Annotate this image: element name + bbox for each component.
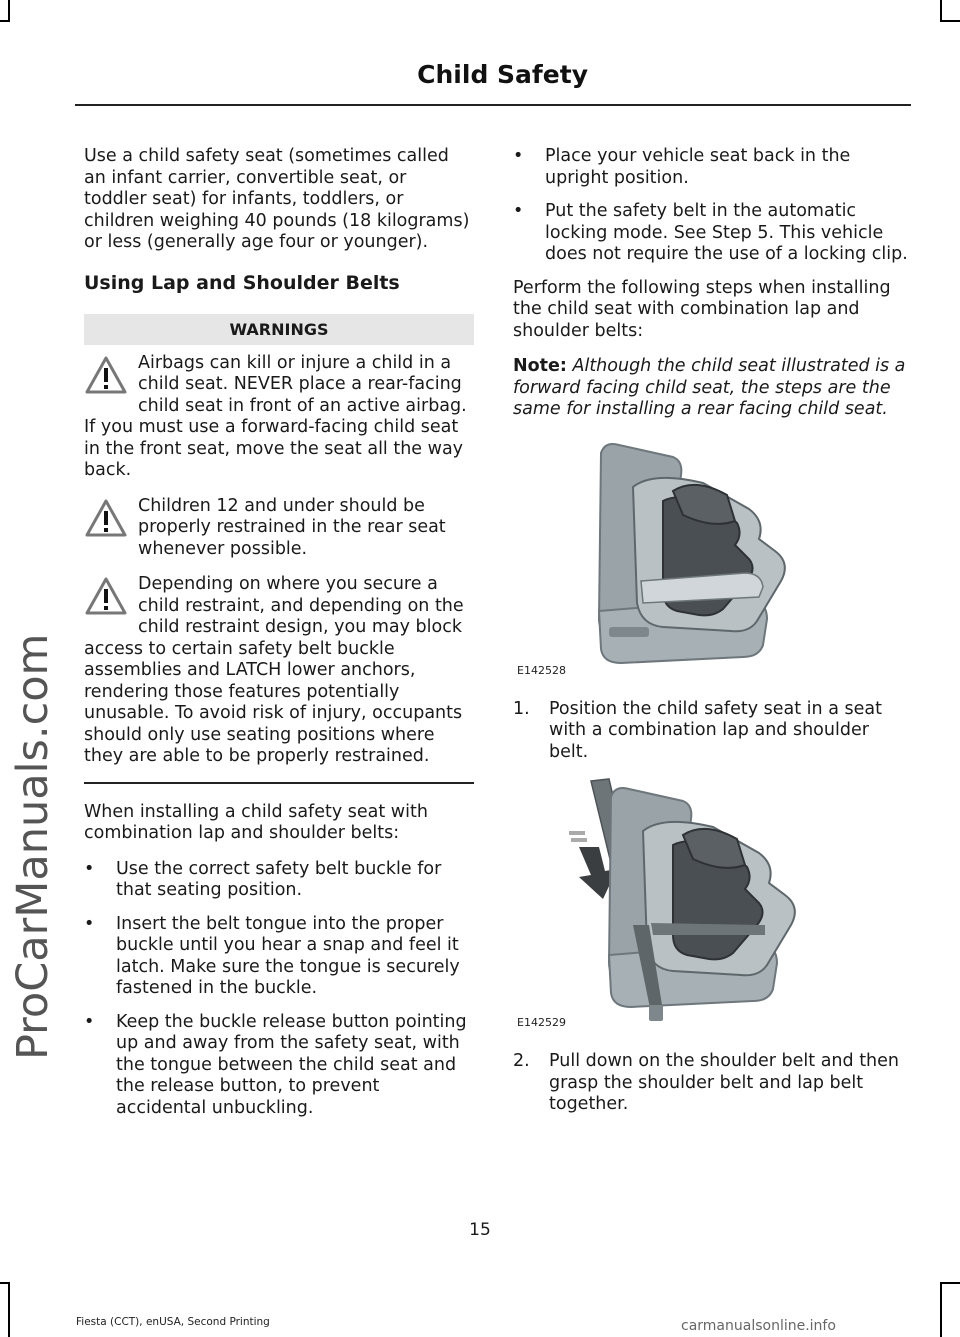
left-column (84, 146, 474, 1131)
step-text: Pull down on the shoulder belt and then grasp the shoulder belt and lap belt together. (549, 1051, 900, 1114)
step-item (513, 1051, 909, 1116)
child-seat-belt-illustration (513, 775, 909, 1033)
bullet-symbol: • (513, 146, 524, 166)
crop-mark (8, 0, 10, 20)
list-item-text: Use the correct safety belt buckle for that seating position. (116, 858, 442, 900)
list-item (513, 201, 909, 266)
list-item (84, 1012, 474, 1120)
warning-item (84, 496, 474, 561)
bullet-symbol: • (84, 913, 95, 934)
steps-intro: Perform the following steps when installing the child seat with combination lap and shoulder belts: (513, 277, 891, 341)
figure-code: E142529 (517, 1016, 566, 1029)
crop-mark (8, 1282, 10, 1337)
step-text: Position the child safety seat in a seat with a combination lap and shoulder belt. (549, 698, 882, 762)
step-list (513, 699, 909, 764)
page-title: Child Safety (417, 60, 588, 89)
crop-mark (940, 1282, 960, 1284)
prep-bullet-list (513, 146, 909, 266)
header-divider (75, 104, 911, 106)
bullet-symbol: • (513, 201, 524, 221)
install-intro: When installing a child safety seat with combination lap and shoulder belts: (84, 801, 428, 843)
step-item (513, 699, 909, 764)
warnings-end-rule (84, 782, 474, 784)
figure-child-seat (513, 431, 909, 681)
crop-mark (0, 1282, 10, 1284)
list-item-text: Keep the buckle release button pointing up and away from the safety seat, with the tongue between the child seat and the release button, to prevent accidental unbuckling. (116, 1011, 467, 1118)
install-bullet-list (84, 859, 474, 1120)
right-column (513, 146, 909, 1128)
list-item-text: Put the safety belt in the automatic locking mode. See Step 5. This vehicle does not require the use of a locking clip. (545, 201, 908, 264)
warning-triangle-icon (84, 355, 128, 395)
list-item-text: Insert the belt tongue into the proper buckle until you hear a snap and feel it latch. Make sure the tongue is securely fastened in the buckle. (116, 913, 460, 998)
step-number: 2. (513, 1051, 530, 1071)
figure-child-seat-belt (513, 775, 909, 1033)
list-item (84, 914, 474, 1000)
footer-edition: Fiesta (CCT), enUSA, Second Printing (76, 1316, 270, 1328)
step-list (513, 1051, 909, 1116)
list-item (84, 859, 474, 902)
list-item-text: Place your vehicle seat back in the upright position. (545, 146, 851, 188)
crop-mark (940, 1282, 942, 1337)
bullet-symbol: • (84, 858, 95, 879)
note-text: Although the child seat illustrated is a forward facing child seat, the steps are the same for installing a rear facing child seat. (513, 356, 906, 419)
warning-item (84, 353, 474, 482)
warning-text: Children 12 and under should be properly restrained in the rear seat whenever possible. (138, 495, 446, 559)
bullet-symbol: • (84, 1011, 95, 1032)
crop-mark (940, 0, 942, 20)
crop-mark (940, 20, 960, 22)
section-heading: Using Lap and Shoulder Belts (84, 271, 400, 294)
warning-item (84, 574, 474, 768)
warning-text: Depending on where you secure a child restraint, and depending on the child restraint design, you may block access to certain safety belt buckle assemblies and LATCH lower anchors, rendering those features potentially unusable. To avoid risk of injury, occupants should only use seating positions where they are able to be properly restrained. (84, 574, 464, 766)
side-watermark: ProCarManuals.com (8, 633, 58, 1060)
child-seat-illustration (513, 431, 909, 681)
page-number: 15 (469, 1220, 491, 1240)
note-label: Note: (513, 356, 567, 376)
intro-paragraph: Use a child safety seat (sometimes called an infant carrier, convertible seat, or toddler seat) for infants, toddlers, or children weighing 40 pounds (18 kilograms) or less (generally age four or younger). (84, 146, 470, 252)
footer-watermark: carmanualsonline.info (681, 1318, 836, 1334)
note-paragraph (513, 356, 909, 421)
warning-triangle-icon (84, 576, 128, 616)
warnings-header: WARNINGS (84, 314, 474, 345)
figure-code: E142528 (517, 663, 566, 677)
warning-text: Airbags can kill or injure a child in a child seat. NEVER place a rear-facing child seat in front of an active airbag. If you must use a forward-facing child seat in the front seat, move the seat all the way back. (84, 352, 467, 480)
step-number: 1. (513, 698, 530, 719)
crop-mark (0, 20, 10, 22)
warning-triangle-icon (84, 498, 128, 538)
list-item (513, 146, 909, 189)
